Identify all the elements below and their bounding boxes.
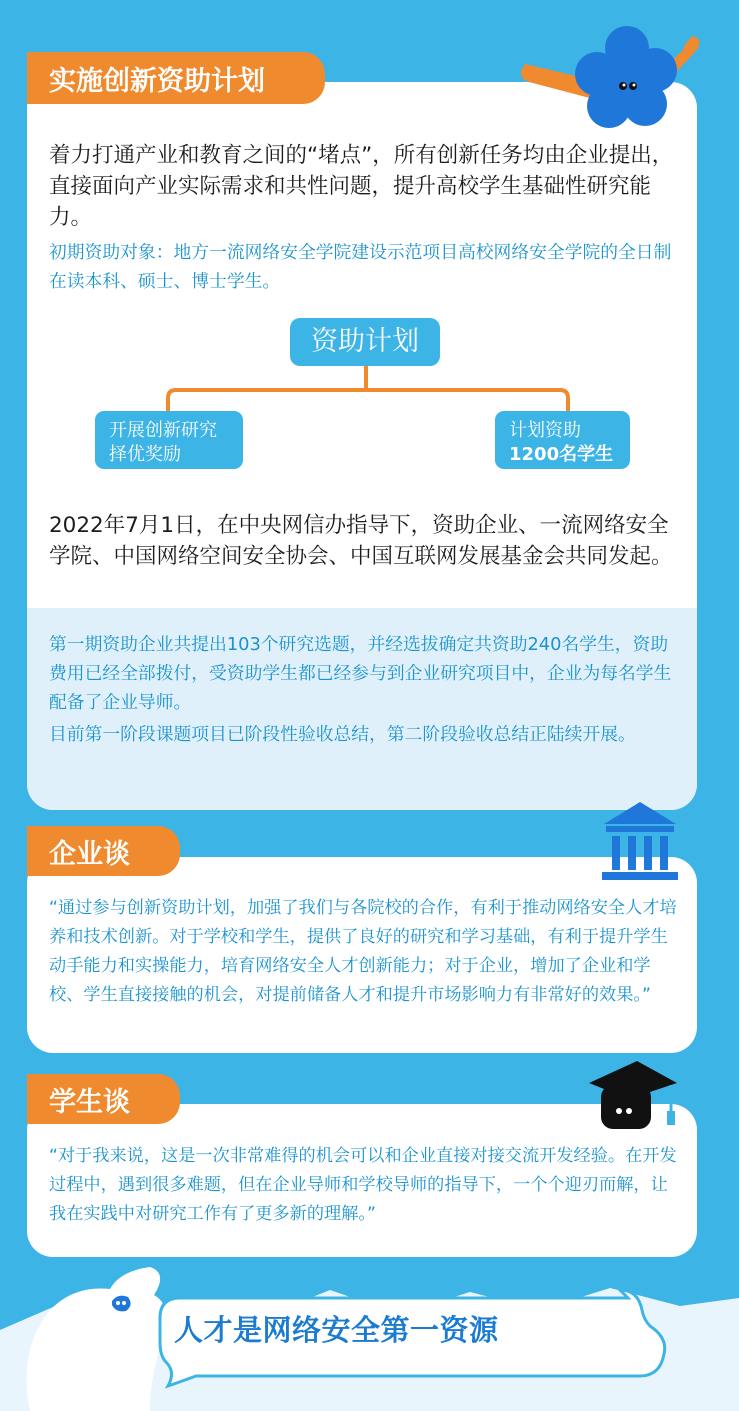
diagram-left-node xyxy=(95,411,243,469)
section-title: 企业谈 xyxy=(49,838,130,870)
diagram-right-node xyxy=(495,411,630,469)
progress-paragraph-1: 第一期资助企业共提出103个研究选题，并经选拔确定共资助240名学生，资助费用已经全部拨付，受资助学生都已经参与到企业研究项目中，企业为每名学生配备了企业导师。 xyxy=(49,634,672,713)
launch-paragraph: 2022年7月1日，在中央网信办指导下，资助企业、一流网络安全学院、中国网络空间安全协会、中国互联网发展基金会共同发起。 xyxy=(49,513,673,569)
slogan-text: 人才是网络安全第一资源 xyxy=(174,1313,499,1347)
graduation-cap-icon xyxy=(585,1055,680,1135)
enterprise-quote: “通过参与创新资助计划，加强了我们与各院校的合作，有利于推动网络安全人才培养和技术创新。对于学校和学生，提供了良好的研究和学习基础，有利于提升学生动手能力和实操能力，培育网络安全人才创新能力；对于企业，增加了企业和学校、学生直接接触的机会，对提前储备人才和提升市场影响力有非常好的效果。” xyxy=(49,898,677,1005)
diagram-center-node xyxy=(290,318,440,366)
student-quote: “对于我来说，这是一次非常难得的机会可以和企业直接对接交流开发经验。在开发过程中，遇到很多难题，但在企业导师和学校导师的指导下，一个个迎刃而解，让我在实践中对研究工作有了更多新的理解。” xyxy=(49,1146,677,1224)
section-tab-student xyxy=(27,1074,180,1124)
diagram-left-line1: 开展创新研究 xyxy=(109,420,217,441)
target-paragraph: 初期资助对象：地方一流网络安全学院建设示范项目高校网络安全学院的全日制在读本科、硕士、博士学生。 xyxy=(49,242,672,292)
section-tab-enterprise xyxy=(27,826,180,876)
building-icon xyxy=(600,800,680,882)
diagram-right-line1: 计划资助 xyxy=(509,420,581,441)
section-title: 学生谈 xyxy=(49,1086,130,1118)
diagram-center-label: 资助计划 xyxy=(311,326,419,357)
progress-paragraph-2: 目前第一阶段课题项目已阶段性验收总结，第二阶段验收总结正陆续开展。 xyxy=(49,724,636,745)
intro-paragraph: 着力打通产业和教育之间的“堵点”，所有创新任务均由企业提出，直接面向产业实际需求和共性问题，提升高校学生基础性研究能力。 xyxy=(49,143,674,230)
section-title: 实施创新资助计划 xyxy=(49,65,265,97)
diagram-right-line2: 1200名学生 xyxy=(509,444,614,465)
diagram-left-line2: 择优奖励 xyxy=(109,444,181,465)
